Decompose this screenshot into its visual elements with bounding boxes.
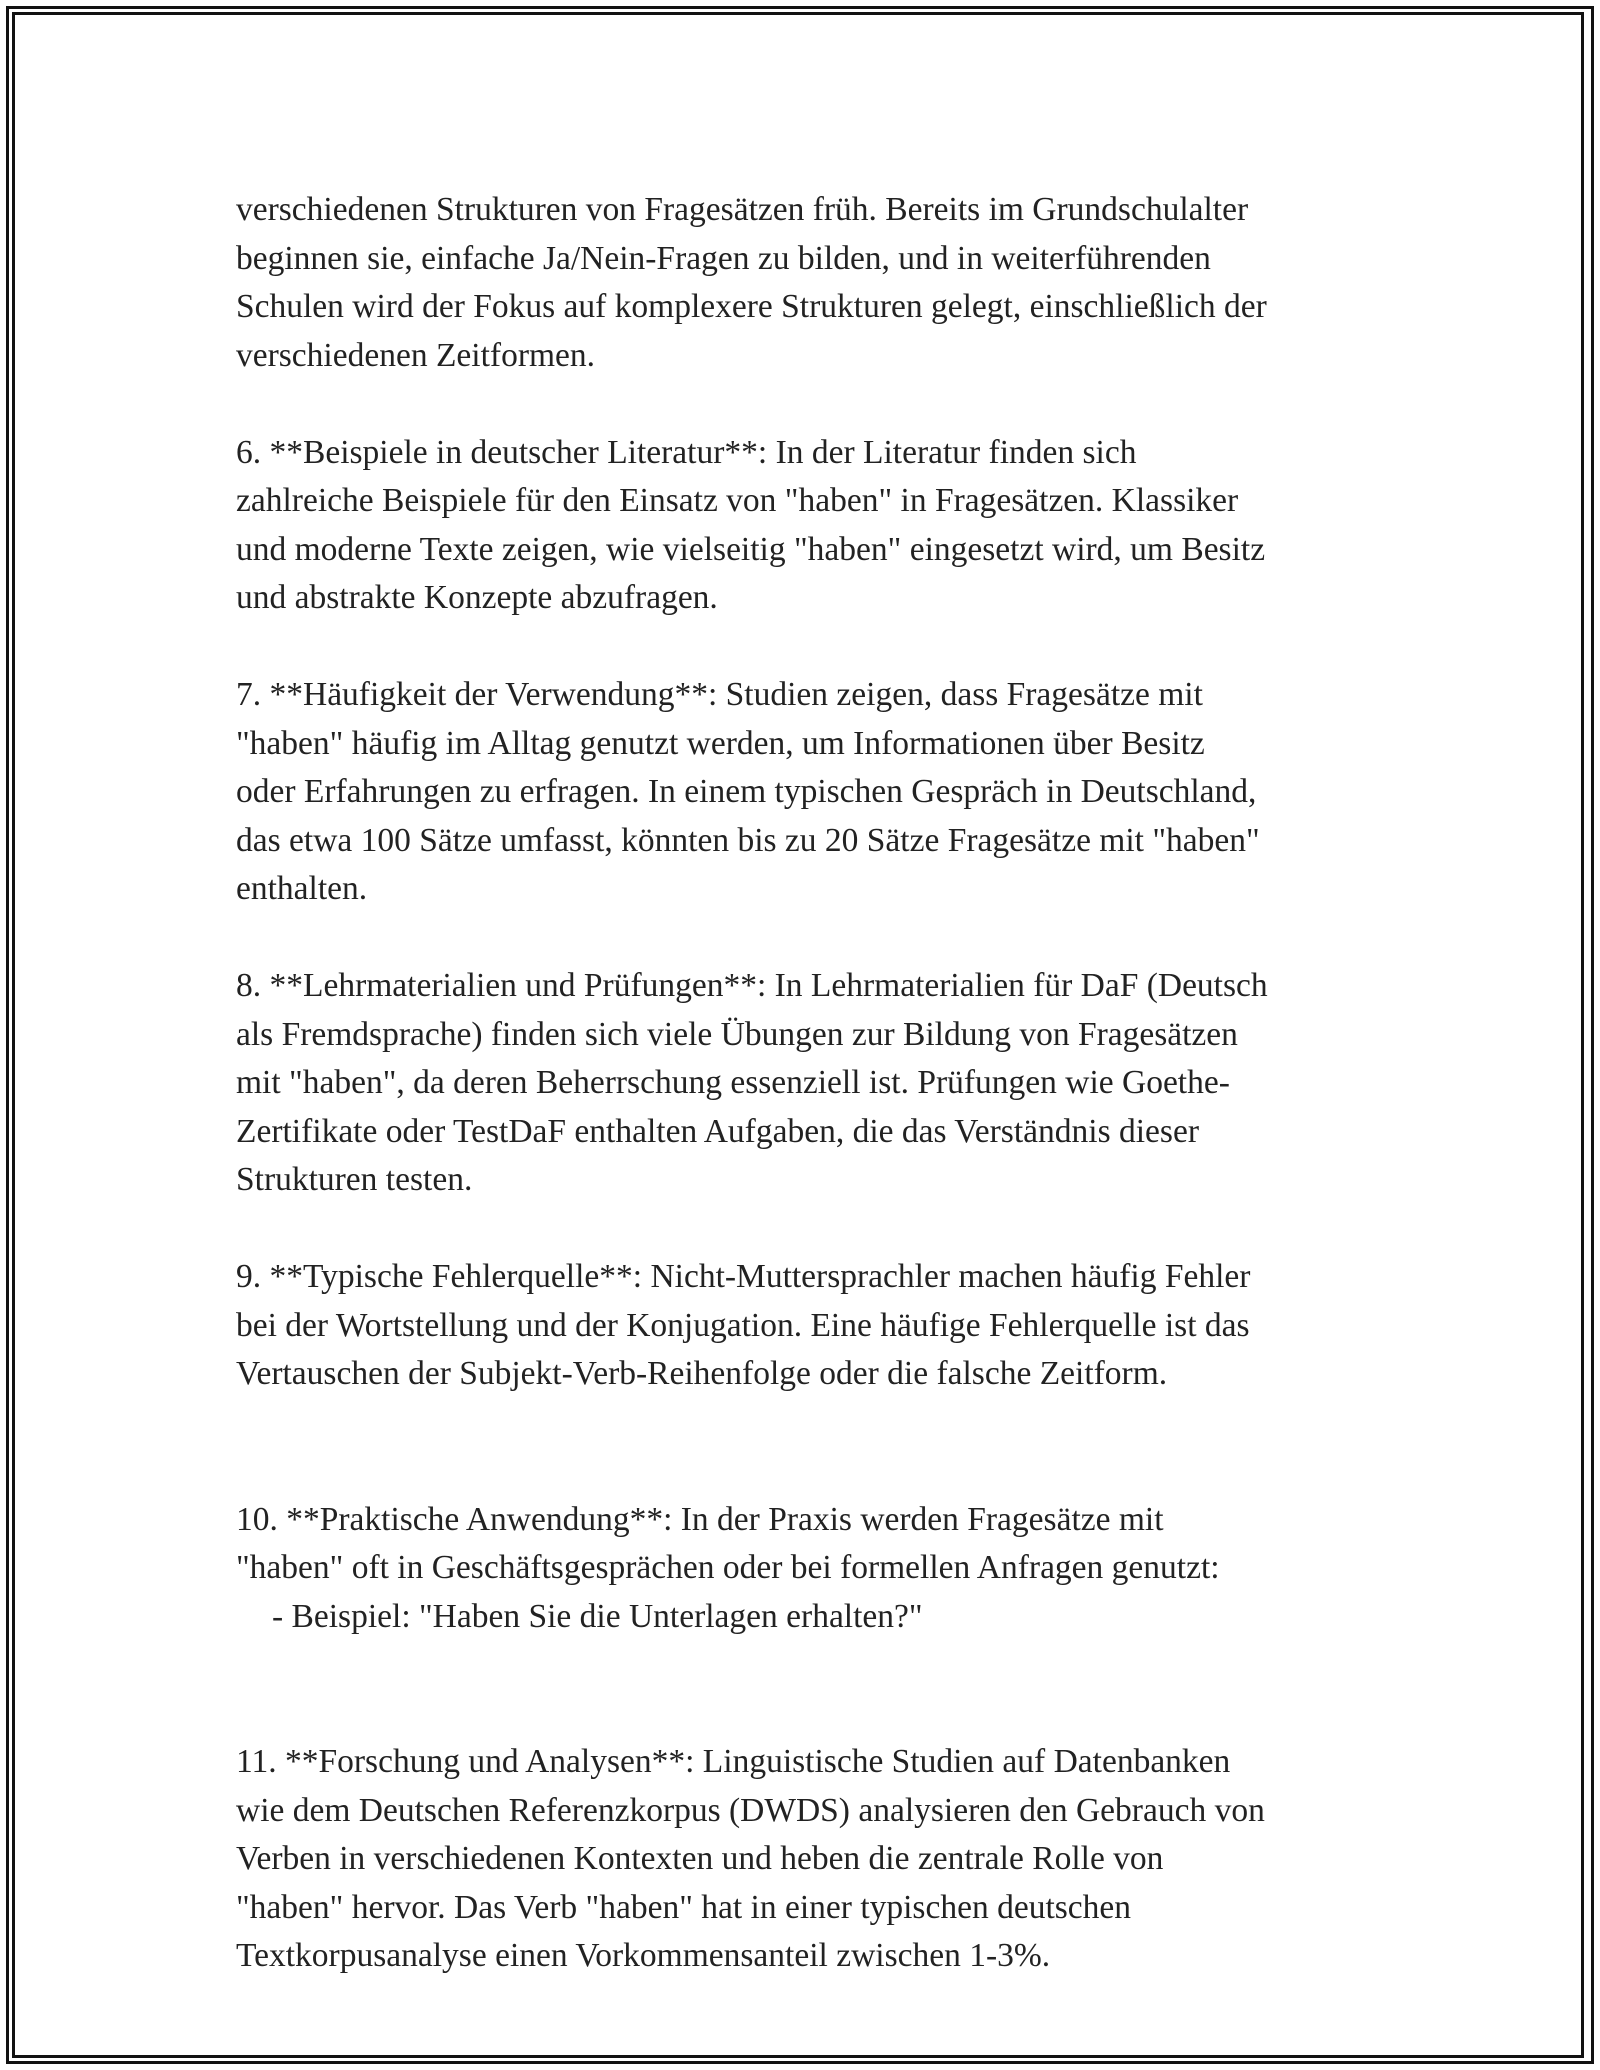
paragraph-item-9: 9. **Typische Fehlerquelle**: Nicht-Muttersprachler machen häufig Fehler bei der Wortstellung und der Konjugation. Eine häufige Fehlerquelle ist das Vertauschen der Subjekt-Verb-Reihenfolge oder die falsche Zeitform. (236, 1258, 1251, 1392)
paragraph-item-8: 8. **Lehrmaterialien und Prüfungen**: In Lehrmaterialien für DaF (Deutsch als Fremdsprache) finden sich viele Übungen zur Bildung von Fragesätzen mit "haben", da deren Beherrschung essenziell ist. Prüfungen wie Goethe- Zertifikate oder TestDaF enthalten Aufgaben, die das Verständnis dieser Strukturen testen. (236, 967, 1268, 1198)
paragraph-item-6: 6. **Beispiele in deutscher Literatur**: In der Literatur finden sich zahlreiche Beispiele für den Einsatz von "haben" in Fragesätzen. Klassiker und moderne Texte zeigen, wie vielseitig "haben" eingesetzt wird, um Besitz und abstrakte Konzepte abzufragen. (236, 433, 1266, 616)
paragraph-item-10-text: 10. **Praktische Anwendung**: In der Praxis werden Fragesätze mit "haben" oft in Geschäftsgesprächen oder bei formellen Anfragen genutzt: (236, 1500, 1220, 1586)
document-body (236, 186, 1386, 2029)
paragraph-item-10 (236, 1447, 1386, 1690)
paragraph-intro: verschiedenen Strukturen von Fragesätzen früh. Bereits im Grundschulalter beginnen sie, einfache Ja/Nein-Fragen zu bilden, und in weiterführenden Schulen wird der Fokus auf komplexere Strukturen gelegt, einschließlich der verschiedenen Zeitformen. (236, 191, 1267, 374)
paragraph-item-11: 11. **Forschung und Analysen**: Linguistische Studien auf Datenbanken wie dem Deutschen Referenzkorpus (DWDS) analysieren den Gebrauch von Verben in verschiedenen Kontexten und heben die zentrale Rolle von "haben" hervor. Das Verb "haben" hat in einer typischen deutschen Textkorpusanalyse einen Vorkommensanteil zwischen 1-3%. (236, 1743, 1265, 1974)
paragraph-item-7: 7. **Häufigkeit der Verwendung**: Studien zeigen, dass Fragesätze mit "haben" häufig im Alltag genutzt werden, um Informationen über Besitz oder Erfahrungen zu erfragen. In einem typischen Gespräch in Deutschland, das etwa 100 Sätze umfasst, könnten bis zu 20 Sätze Fragesätze mit "haben" enthalten. (236, 676, 1260, 907)
paragraph-item-10-example: - Beispiel: "Haben Sie die Unterlagen erhalten?" (272, 1597, 923, 1635)
